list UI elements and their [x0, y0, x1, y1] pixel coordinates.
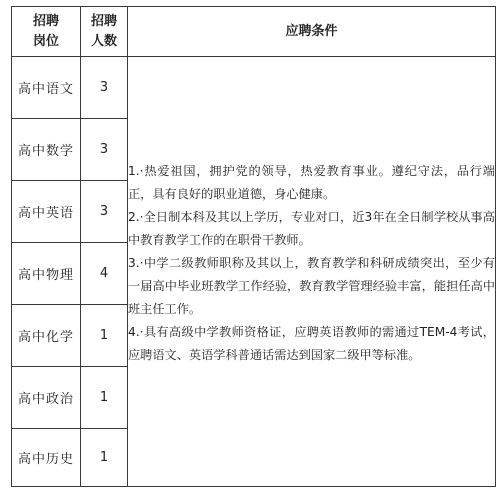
position-cell: 高中语文 [12, 57, 81, 119]
count-cell: 1 [81, 429, 128, 487]
header-position-line1: 招聘 [32, 13, 59, 29]
condition-item: 3.·中学二级教师职称及其以上，教育教学和科研成绩突出，至少有一届高中毕业班教学工作经验，教育教学管理经验丰富，能担任高中班主任工作。 [128, 256, 495, 316]
header-conditions: 应聘条件 [128, 7, 496, 57]
header-position [12, 7, 81, 57]
conditions-list [128, 57, 495, 367]
count-cell: 3 [81, 57, 128, 119]
condition-item: 2.·全日制本科及其以上学历，专业对口，近3年在全日制学校从事高中教育教学工作的在职骨干教师。 [128, 210, 495, 247]
count-cell: 1 [81, 367, 128, 429]
condition-item: 1.·热爱祖国，拥护党的领导，热爱教育事业。遵纪守法，品行端正，具有良好的职业道德，身心健康。 [128, 164, 495, 201]
position-cell: 高中化学 [12, 305, 81, 367]
conditions-cell [128, 57, 496, 487]
position-cell: 高中英语 [12, 181, 81, 243]
header-count-line1: 招聘 [90, 13, 117, 29]
count-cell: 1 [81, 305, 128, 367]
header-row [12, 7, 496, 57]
table-row [12, 57, 496, 119]
position-cell: 高中数学 [12, 119, 81, 181]
header-count [81, 7, 128, 57]
count-cell: 3 [81, 181, 128, 243]
header-position-line2: 岗位 [32, 33, 59, 49]
position-cell: 高中政治 [12, 367, 81, 429]
condition-item: 4.·具有高级中学教师资格证，应聘英语教师的需通过TEM-4考试，应聘语文、英语学科普通话需达到国家二级甲等标准。 [128, 325, 495, 362]
header-count-line2: 人数 [90, 33, 117, 49]
position-cell: 高中历史 [12, 429, 81, 487]
count-cell: 3 [81, 119, 128, 181]
count-cell: 4 [81, 243, 128, 305]
recruitment-table [11, 6, 496, 487]
position-cell: 高中物理 [12, 243, 81, 305]
